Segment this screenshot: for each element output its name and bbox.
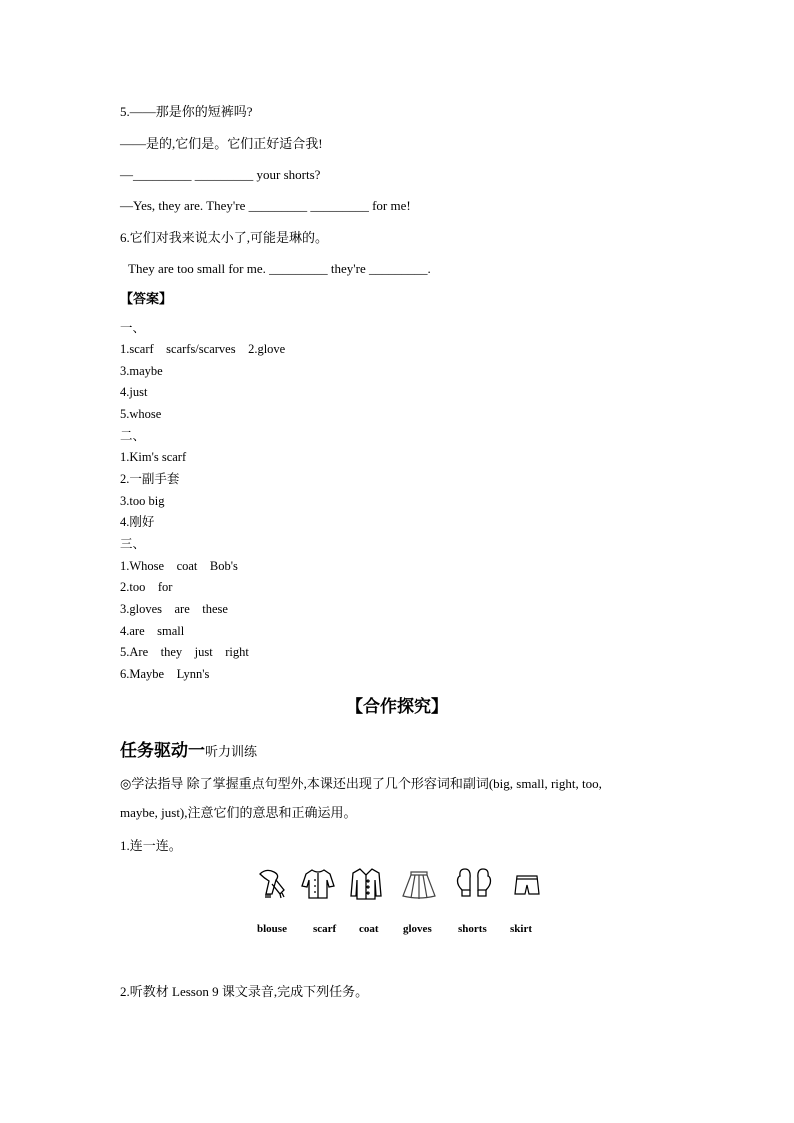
task-heading	[120, 736, 257, 761]
skirt-icon	[400, 866, 438, 902]
gloves-icon	[454, 866, 494, 902]
answer-line: 1.Whose coat Bob's	[120, 559, 238, 573]
q5-english-question: —_________ _________ your shorts?	[120, 167, 321, 182]
shorts-icon	[512, 866, 542, 902]
q5-chinese-answer: ——是的,它们是。它们正好适合我!	[120, 136, 323, 151]
answer-line: 1.scarf scarfs/scarves 2.glove	[120, 342, 286, 356]
answer-line: 2.too for	[120, 580, 173, 594]
clothing-icons-row	[250, 866, 550, 906]
answer-line: 4.just	[120, 385, 148, 399]
study-guide-line-1: ◎学法指导 除了掌握重点句型外,本课还出现了几个形容词和副词(big, small, right, too,	[120, 776, 602, 791]
exercise-2-instruction: 2.听教材 Lesson 9 课文录音,完成下列任务。	[120, 984, 369, 999]
blouse-icon	[300, 866, 336, 902]
answer-line: 3.maybe	[120, 364, 163, 378]
task-subtitle: 听力训练	[205, 745, 258, 760]
answers-heading: 【答案】	[120, 291, 173, 306]
answer-line: 5.Are they just right	[120, 645, 249, 659]
answers-section-3: 三、	[120, 537, 146, 551]
q5-chinese-question: 5.——那是你的短裤吗?	[120, 104, 253, 119]
label-shorts: shorts	[458, 923, 487, 935]
q6-chinese: 6.它们对我来说太小了,可能是琳的。	[120, 230, 329, 245]
q5-english-answer: —Yes, they are. They're _________ _________ for me!	[120, 198, 411, 213]
label-gloves: gloves	[403, 923, 432, 935]
answer-line: 3.too big	[120, 494, 165, 508]
answer-line: 3.gloves are these	[120, 602, 228, 616]
label-scarf: scarf	[313, 923, 337, 935]
study-guide-line-2: maybe, just),注意它们的意思和正确运用。	[120, 805, 357, 820]
label-skirt: skirt	[510, 923, 532, 935]
answer-line: 1.Kim's scarf	[120, 450, 187, 464]
coat-icon	[348, 866, 384, 902]
label-blouse: blouse	[257, 923, 287, 935]
section-title: 【合作探究】	[346, 697, 448, 717]
answer-line: 5.whose	[120, 407, 162, 421]
answer-line: 4.刚好	[120, 515, 155, 529]
answers-section-1: 一、	[120, 321, 146, 335]
answer-line: 2.一副手套	[120, 472, 180, 486]
exercise-1-instruction: 1.连一连。	[120, 838, 182, 853]
task-title: 任务驱动一	[120, 741, 205, 761]
label-coat: coat	[359, 923, 379, 935]
answers-section-2: 二、	[120, 429, 146, 443]
answer-line: 6.Maybe Lynn's	[120, 667, 210, 681]
answer-line: 4.are small	[120, 624, 185, 638]
scarf-icon	[254, 866, 290, 902]
q6-english: They are too small for me. _________ they're _________.	[128, 261, 431, 276]
